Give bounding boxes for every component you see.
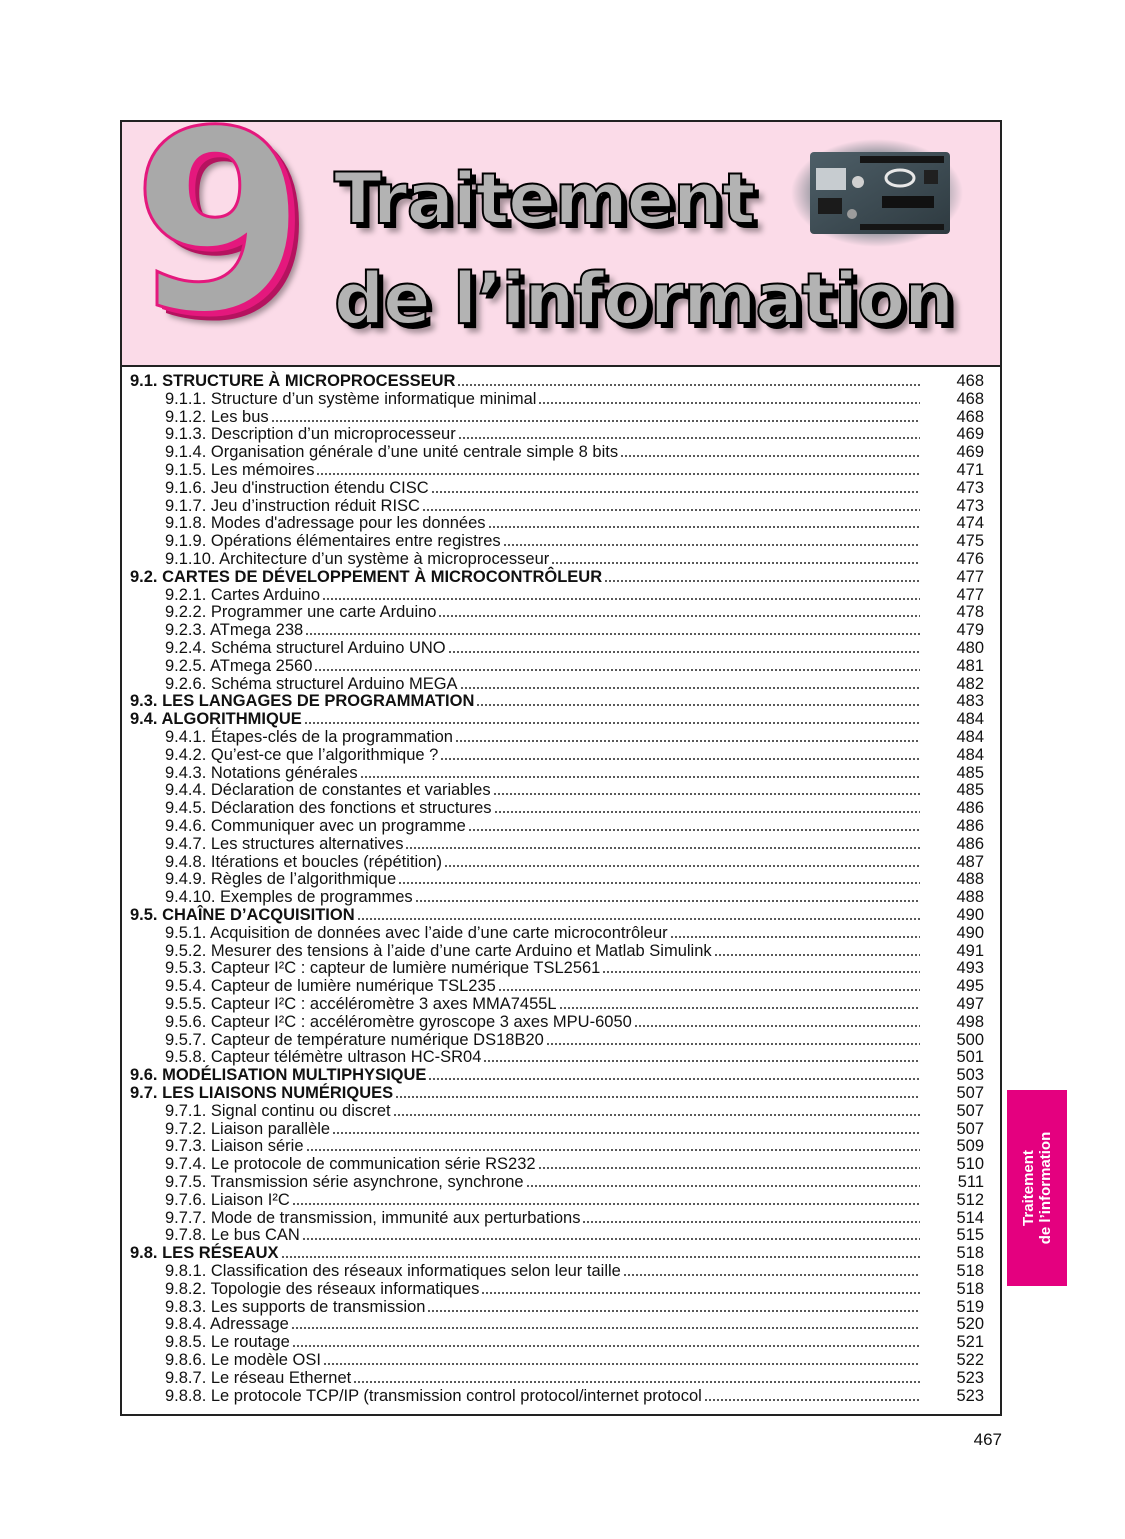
toc-dot-leader xyxy=(302,1237,920,1241)
toc-dot-leader xyxy=(357,917,920,921)
toc-entry-label: 9.4.9. Règles de l’algorithmique xyxy=(165,870,397,889)
toc-entry-page: 474 xyxy=(956,514,984,533)
toc-entry-page: 475 xyxy=(956,532,984,551)
toc-entry-page: 484 xyxy=(956,745,984,764)
toc-entry-page: 500 xyxy=(956,1030,984,1049)
toc-entry-label: 9.1.7. Jeu d’instruction réduit RISC xyxy=(165,496,420,515)
toc-entry-page: 520 xyxy=(956,1315,984,1334)
toc-entry-label: 9.7.4. Le protocole de communication série RS232 xyxy=(165,1155,536,1174)
toc-entry-page: 486 xyxy=(956,817,984,835)
toc-entry-label: 9.1.8. Modes d'adressage pour les données xyxy=(165,514,486,533)
toc-subsection-entry[interactable] xyxy=(130,1048,988,1066)
toc-subsection-entry[interactable] xyxy=(130,1191,988,1209)
toc-entry-page: 510 xyxy=(956,1155,984,1174)
toc-subsection-entry[interactable] xyxy=(130,408,988,426)
toc-dot-leader xyxy=(323,1362,920,1366)
toc-dot-leader xyxy=(503,543,920,547)
toc-entry-page: 478 xyxy=(956,603,984,622)
side-tab-line-2: de l’information xyxy=(1037,1131,1054,1245)
toc-dot-leader xyxy=(481,1291,920,1295)
chapter-header xyxy=(122,77,1000,368)
toc-entry-label: 9.8.7. Le réseau Ethernet xyxy=(165,1368,352,1387)
toc-dot-leader xyxy=(428,1077,920,1081)
page-number: 467 xyxy=(973,1430,1002,1449)
toc-subsection-entry[interactable] xyxy=(130,977,988,995)
toc-dot-leader xyxy=(551,561,920,565)
toc-entry-page: 488 xyxy=(956,888,984,907)
toc-dot-leader xyxy=(304,721,920,725)
chapter-number: 9 xyxy=(132,77,306,368)
toc-dot-leader xyxy=(332,1131,920,1135)
toc-dot-leader xyxy=(431,490,920,494)
toc-subsection-entry[interactable] xyxy=(130,1262,988,1280)
toc-entry-label: 9.7.3. Liaison série xyxy=(165,1137,304,1156)
toc-subsection-entry[interactable] xyxy=(130,764,988,782)
toc-subsection-entry[interactable] xyxy=(130,1173,988,1191)
toc-entry-label: 9.5.5. Capteur I²C : accéléromètre 3 axes MMA7455L xyxy=(165,995,557,1013)
toc-entry-label: 9.7.1. Signal continu ou discret xyxy=(165,1101,391,1120)
toc-entry-label: 9.1.6. Jeu d'instruction étendu CISC xyxy=(165,478,429,497)
toc-dot-leader xyxy=(670,935,920,939)
toc-entry-page: 477 xyxy=(956,567,984,586)
toc-entry-label: 9.5. CHAÎNE D’ACQUISITION xyxy=(130,906,355,924)
toc-dot-leader xyxy=(360,775,920,779)
toc-subsection-entry[interactable] xyxy=(130,888,988,906)
toc-entry-page: 501 xyxy=(956,1048,984,1067)
toc-entry-page: 485 xyxy=(956,763,984,782)
toc-subsection-entry[interactable] xyxy=(130,835,988,853)
toc-entry-page: 519 xyxy=(956,1297,984,1316)
toc-entry-label: 9.7. LES LIAISONS NUMÉRIQUES xyxy=(130,1084,394,1102)
toc-entry-label: 9.8.3. Les supports de transmission xyxy=(165,1297,426,1316)
toc-subsection-entry[interactable] xyxy=(130,1120,988,1138)
toc-subsection-entry[interactable] xyxy=(130,1209,988,1227)
toc-dot-leader xyxy=(398,881,920,885)
toc-entry-page: 507 xyxy=(956,1084,984,1102)
toc-section-entry[interactable] xyxy=(130,372,988,390)
toc-entry-page: 523 xyxy=(956,1386,984,1405)
toc-entry-page: 483 xyxy=(956,692,984,711)
toc-entry-label: 9.4.8. Itérations et boucles (répétition) xyxy=(165,852,442,871)
toc-dot-leader xyxy=(559,1006,920,1010)
toc-entry-label: 9.4.3. Notations générales xyxy=(165,763,358,782)
toc-entry-label: 9.2.6. Schéma structurel Arduino MEGA xyxy=(165,674,458,693)
toc-subsection-entry[interactable] xyxy=(130,1333,988,1351)
toc-section-entry[interactable] xyxy=(130,1244,988,1262)
toc-entry-label: 9.4.1. Étapes-clés de la programmation xyxy=(165,728,453,746)
toc-entry-label: 9.6. MODÉLISATION MULTIPHYSIQUE xyxy=(130,1066,427,1085)
toc-entry-label: 9.5.3. Capteur I²C : capteur de lumière numérique TSL2561 xyxy=(165,959,601,978)
toc-entry-page: 518 xyxy=(956,1279,984,1298)
toc-entry-label: 9.5.2. Mesurer des tensions à l’aide d’une carte Arduino et Matlab Simulink xyxy=(165,941,712,960)
toc-subsection-entry[interactable] xyxy=(130,781,988,799)
side-tab-line-1: Traitement xyxy=(1020,1150,1037,1226)
toc-entry-page: 487 xyxy=(956,852,984,871)
toc-section-entry[interactable] xyxy=(130,906,988,924)
toc-dot-leader xyxy=(427,1309,920,1313)
side-tab-label xyxy=(1020,1132,1054,1245)
toc-entry-page: 484 xyxy=(956,710,984,729)
toc-dot-leader xyxy=(602,970,920,974)
toc-dot-leader xyxy=(292,1344,920,1348)
toc-entry-label: 9.4. ALGORITHMIQUE xyxy=(130,710,302,729)
toc-dot-leader xyxy=(444,864,920,868)
toc-dot-leader xyxy=(422,508,920,512)
toc-dot-leader xyxy=(322,597,920,601)
toc-dot-leader xyxy=(714,953,920,957)
toc-entry-label: 9.1.4. Organisation générale d’une unité centrale simple 8 bits xyxy=(165,443,619,462)
toc-dot-leader xyxy=(405,846,920,850)
toc-entry-page: 491 xyxy=(956,941,984,960)
toc-subsection-entry[interactable] xyxy=(130,621,988,639)
toc-subsection-entry[interactable] xyxy=(130,657,988,675)
toc-entry-label: 9.8.2. Topologie des réseaux informatiques xyxy=(165,1279,480,1298)
toc-subsection-entry[interactable] xyxy=(130,817,988,835)
chapter-frame xyxy=(120,77,1002,1416)
toc-dot-leader xyxy=(460,686,920,690)
toc-entry-page: 495 xyxy=(956,977,984,996)
toc-subsection-entry[interactable] xyxy=(130,550,988,568)
toc-entry-page: 497 xyxy=(956,995,984,1013)
toc-entry-page: 471 xyxy=(956,461,984,479)
toc-dot-leader xyxy=(448,650,920,654)
toc-entry-label: 9.2.2. Programmer une carte Arduino xyxy=(165,603,437,622)
toc-dot-leader xyxy=(393,1113,920,1117)
toc-subsection-entry[interactable] xyxy=(130,425,988,443)
toc-subsection-entry[interactable] xyxy=(130,1155,988,1173)
toc-dot-leader xyxy=(458,436,920,440)
toc-subsection-entry[interactable] xyxy=(130,390,988,408)
toc-entry-label: 9.2.4. Schéma structurel Arduino UNO xyxy=(165,639,446,657)
toc-entry-label: 9.4.6. Communiquer avec un programme xyxy=(165,817,466,835)
toc-dot-leader xyxy=(604,579,920,583)
toc-subsection-entry[interactable] xyxy=(130,1102,988,1120)
toc-dot-leader xyxy=(353,1380,920,1384)
toc-entry-page: 518 xyxy=(956,1244,984,1263)
toc-entry-label: 9.2. CARTES DE DÉVELOPPEMENT À MICROCONTRÔLEUR xyxy=(130,567,603,586)
toc-entry-page: 498 xyxy=(956,1012,984,1031)
toc-dot-leader xyxy=(538,1166,920,1170)
toc-entry-label: 9.8.1. Classification des réseaux informatiques selon leur taille xyxy=(165,1262,621,1280)
toc-subsection-entry[interactable] xyxy=(130,1137,988,1155)
toc-entry-page: 476 xyxy=(956,550,984,568)
toc-entry-page: 486 xyxy=(956,799,984,818)
toc-subsection-entry[interactable] xyxy=(130,443,988,461)
toc-dot-leader xyxy=(455,739,920,743)
toc-entry-page: 469 xyxy=(956,425,984,444)
toc-dot-leader xyxy=(314,668,920,672)
toc-dot-leader xyxy=(498,988,920,992)
toc-entry-page: 511 xyxy=(957,1173,984,1191)
toc-dot-leader xyxy=(582,1220,920,1224)
toc-subsection-entry[interactable] xyxy=(130,1226,988,1244)
toc-entry-label: 9.4.7. Les structures alternatives xyxy=(165,834,404,853)
toc-entry-label: 9.1.10. Architecture d’un système à microprocesseur xyxy=(165,550,550,568)
toc-entry-page: 523 xyxy=(956,1368,984,1387)
toc-subsection-entry[interactable] xyxy=(130,924,988,942)
toc-subsection-entry[interactable] xyxy=(130,1369,988,1387)
toc-entry-label: 9.7.2. Liaison parallèle xyxy=(165,1119,331,1138)
toc-section-entry[interactable] xyxy=(130,1084,988,1102)
toc-dot-leader xyxy=(493,792,920,796)
toc-entry-page: 473 xyxy=(956,496,984,515)
toc-dot-leader xyxy=(292,1202,920,1206)
toc-entry-page: 490 xyxy=(956,906,984,924)
toc-dot-leader xyxy=(526,1184,920,1188)
arduino-board-photo xyxy=(790,138,964,248)
toc-entry-page: 484 xyxy=(956,728,984,746)
toc-dot-leader xyxy=(620,454,920,458)
toc-entry-page: 477 xyxy=(956,585,984,604)
toc-entry-label: 9.4.4. Déclaration de constantes et variables xyxy=(165,781,491,800)
toc-dot-leader xyxy=(468,828,920,832)
toc-subsection-entry[interactable] xyxy=(130,853,988,871)
toc-entry-page: 488 xyxy=(956,870,984,889)
toc-subsection-entry[interactable] xyxy=(130,959,988,977)
toc-subsection-entry[interactable] xyxy=(130,1387,988,1405)
toc-dot-leader xyxy=(488,525,920,529)
toc-entry-page: 481 xyxy=(956,656,984,675)
toc-entry-page: 509 xyxy=(956,1137,984,1156)
toc-dot-leader xyxy=(494,810,920,814)
toc-dot-leader xyxy=(634,1024,920,1028)
toc-entry-page: 485 xyxy=(956,781,984,800)
toc-dot-leader xyxy=(476,703,920,707)
toc-entry-label: 9.7.6. Liaison I²C xyxy=(165,1190,290,1209)
toc-subsection-entry[interactable] xyxy=(130,1031,988,1049)
toc-entry-label: 9.1.5. Les mémoires xyxy=(165,461,315,479)
toc-dot-leader xyxy=(291,1326,920,1330)
toc-entry-label: 9.1.1. Structure d’un système informatique minimal xyxy=(165,389,537,408)
toc-subsection-entry[interactable] xyxy=(130,1315,988,1333)
toc-entry-label: 9.2.1. Cartes Arduino xyxy=(165,585,321,604)
toc-section-entry[interactable] xyxy=(130,692,988,710)
toc-subsection-entry[interactable] xyxy=(130,942,988,960)
toc-subsection-entry[interactable] xyxy=(130,746,988,764)
toc-subsection-entry[interactable] xyxy=(130,675,988,693)
toc-entry-page: 468 xyxy=(956,407,984,426)
toc-entry-label: 9.7.8. Le bus CAN xyxy=(165,1226,300,1245)
toc-entry-label: 9.5.7. Capteur de température numérique DS18B20 xyxy=(165,1030,544,1049)
toc-dot-leader xyxy=(538,401,920,405)
toc-subsection-entry[interactable] xyxy=(130,1013,988,1031)
toc-entry-label: 9.3. LES LANGAGES DE PROGRAMMATION xyxy=(130,692,475,711)
toc-entry-label: 9.5.8. Capteur télémètre ultrason HC-SR04 xyxy=(165,1048,482,1067)
toc-subsection-entry[interactable] xyxy=(130,639,988,657)
toc-dot-leader xyxy=(483,1059,920,1063)
toc-dot-leader xyxy=(306,1148,920,1152)
toc-entry-label: 9.2.3. ATmega 238 xyxy=(165,621,304,640)
toc-dot-leader xyxy=(415,899,920,903)
toc-entry-label: 9.4.10. Exemples de programmes xyxy=(165,888,413,907)
toc-entry-page: 482 xyxy=(956,674,984,693)
toc-entry-page: 469 xyxy=(956,443,984,462)
toc-subsection-entry[interactable] xyxy=(130,532,988,550)
toc-dot-leader xyxy=(623,1273,920,1277)
toc-subsection-entry[interactable] xyxy=(130,870,988,888)
toc-entry-page: 503 xyxy=(956,1066,984,1085)
toc-section-entry[interactable] xyxy=(130,1066,988,1084)
toc-subsection-entry[interactable] xyxy=(130,1280,988,1298)
toc-entry-page: 473 xyxy=(956,478,984,497)
toc-dot-leader xyxy=(395,1095,920,1099)
toc-subsection-entry[interactable] xyxy=(130,1298,988,1316)
toc-entry-label: 9.1.2. Les bus xyxy=(165,407,269,426)
toc-entry-page: 515 xyxy=(956,1226,984,1245)
toc-entry-label: 9.2.5. ATmega 2560 xyxy=(165,656,313,675)
toc-entry-label: 9.4.5. Déclaration des fonctions et structures xyxy=(165,799,492,818)
toc-section-entry[interactable] xyxy=(130,710,988,728)
toc-entry-page: 514 xyxy=(956,1208,984,1227)
toc-entry-label: 9.8. LES RÉSEAUX xyxy=(130,1244,279,1263)
toc-entry-label: 9.8.6. Le modèle OSI xyxy=(165,1351,321,1369)
toc-entry-page: 493 xyxy=(956,959,984,978)
toc-dot-leader xyxy=(704,1398,920,1402)
toc-entry-page: 490 xyxy=(956,923,984,942)
toc-entry-page: 507 xyxy=(956,1101,984,1120)
toc-entry-page: 479 xyxy=(956,621,984,640)
toc-entry-page: 507 xyxy=(956,1119,984,1138)
toc-entry-page: 468 xyxy=(956,372,984,390)
toc-entry-label: 9.1.9. Opérations élémentaires entre registres xyxy=(165,532,501,551)
chapter-side-tab[interactable] xyxy=(1007,1090,1067,1286)
toc-entry-page: 521 xyxy=(956,1333,984,1352)
toc-entry-label: 9.8.5. Le routage xyxy=(165,1333,290,1352)
chapter-title-line-2: de l’information xyxy=(334,258,953,340)
toc-entry-label: 9.5.4. Capteur de lumière numérique TSL235 xyxy=(165,977,496,996)
toc-dot-leader xyxy=(438,614,920,618)
toc-subsection-entry[interactable] xyxy=(130,514,988,532)
toc-entry-label: 9.5.6. Capteur I²C : accéléromètre gyroscope 3 axes MPU-6050 xyxy=(165,1012,632,1031)
toc-section-entry[interactable] xyxy=(130,568,988,586)
toc-subsection-entry[interactable] xyxy=(130,1351,988,1369)
toc-entry-label: 9.7.7. Mode de transmission, immunité aux perturbations xyxy=(165,1208,581,1227)
toc-entry-label: 9.1. STRUCTURE À MICROPROCESSEUR xyxy=(130,372,456,390)
toc-dot-leader xyxy=(281,1255,920,1259)
toc-dot-leader xyxy=(440,757,920,761)
toc-entry-page: 468 xyxy=(956,389,984,408)
toc-entry-page: 480 xyxy=(956,639,984,657)
toc-subsection-entry[interactable] xyxy=(130,728,988,746)
toc-entry-label: 9.1.3. Description d’un microprocesseur xyxy=(165,425,456,444)
toc-entry-label: 9.8.4. Adressage xyxy=(165,1315,289,1334)
toc-entry-label: 9.5.1. Acquisition de données avec l’aide d’une carte microcontrôleur xyxy=(165,923,668,942)
toc-entry-page: 522 xyxy=(956,1351,984,1369)
toc-dot-leader xyxy=(271,419,920,423)
toc-dot-leader xyxy=(316,472,920,476)
toc-entry-page: 486 xyxy=(956,834,984,853)
toc-entry-label: 9.7.5. Transmission série asynchrone, synchrone xyxy=(165,1173,524,1191)
toc-subsection-entry[interactable] xyxy=(130,461,988,479)
toc-subsection-entry[interactable] xyxy=(130,995,988,1013)
toc-entry-page: 512 xyxy=(956,1190,984,1209)
toc-dot-leader xyxy=(546,1042,920,1046)
toc-subsection-entry[interactable] xyxy=(130,497,988,515)
toc-entry-label: 9.8.8. Le protocole TCP/IP (transmission control protocol/internet protocol xyxy=(165,1386,702,1405)
toc-dot-leader xyxy=(305,632,920,636)
toc-entry-label: 9.4.2. Qu’est-ce que l’algorithmique ? xyxy=(165,745,439,764)
toc-subsection-entry[interactable] xyxy=(130,799,988,817)
toc-entry-page: 518 xyxy=(956,1262,984,1280)
toc-subsection-entry[interactable] xyxy=(130,586,988,604)
toc-subsection-entry[interactable] xyxy=(130,603,988,621)
chapter-title-line-1: Traitement xyxy=(334,158,755,240)
toc-dot-leader xyxy=(457,383,920,387)
toc-subsection-entry[interactable] xyxy=(130,479,988,497)
